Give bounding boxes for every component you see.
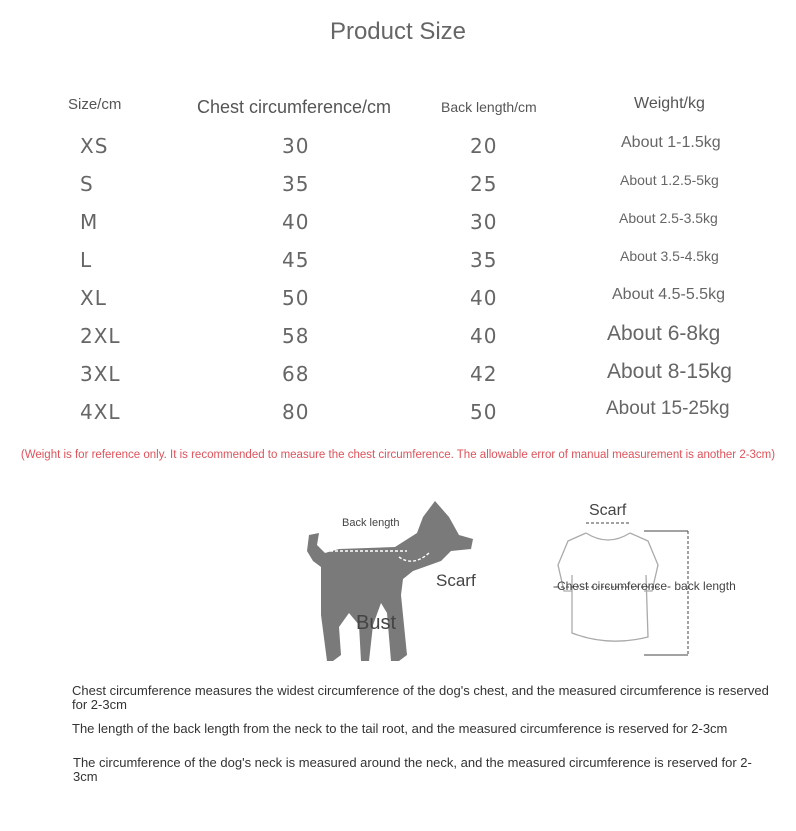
weight-cell: About 1-1.5kg — [621, 134, 721, 151]
back-cell: 42 — [470, 362, 498, 386]
weight-cell: About 8-15kg — [607, 360, 732, 383]
back-cell: 25 — [470, 172, 498, 196]
page-title: Product Size — [329, 18, 467, 45]
reference-note: (Weight is for reference only. It is recommended to measure the chest circumference. The allowable error of manual measurement is another 2-3cm) — [20, 449, 776, 461]
header-back: Back length/cm — [441, 99, 537, 115]
size-cell: 3XL — [80, 362, 121, 386]
chest-cell: 35 — [282, 172, 310, 196]
size-cell: L — [80, 248, 93, 272]
size-cell: 2XL — [80, 324, 121, 348]
weight-cell: About 3.5-4.5kg — [620, 248, 719, 264]
description-neck: The circumference of the dog's neck is measured around the neck, and the measured circumference is reserved for 2-3cm — [73, 755, 752, 784]
size-cell: S — [80, 172, 94, 196]
shirt-diagram — [540, 495, 750, 665]
description-back: The length of the back length from the neck to the tail root, and the measured circumference is reserved for 2-3cm — [72, 721, 728, 736]
dog-diagram — [295, 495, 495, 670]
shirt-scarf-label: Scarf — [589, 502, 627, 519]
description-chest: Chest circumference measures the widest circumference of the dog's chest, and the measured circumference is reserved for 2-3cm — [72, 683, 769, 712]
header-weight: Weight/kg — [634, 95, 705, 112]
bust-label: Bust — [356, 612, 397, 634]
weight-cell: About 15-25kg — [606, 398, 730, 419]
chest-cell: 50 — [282, 286, 310, 310]
back-cell: 50 — [470, 400, 498, 424]
size-cell: XS — [80, 134, 109, 158]
chest-cell: 40 — [282, 210, 310, 234]
size-cell: XL — [80, 286, 107, 310]
chest-cell: 80 — [282, 400, 310, 424]
back-length-label: Back length — [342, 517, 400, 529]
header-size: Size/cm — [68, 96, 122, 113]
dog-scarf-label: Scarf — [436, 571, 476, 590]
back-cell: 40 — [470, 324, 498, 348]
size-cell: 4XL — [80, 400, 121, 424]
weight-cell: About 1.2.5-5kg — [620, 172, 719, 188]
chest-cell: 68 — [282, 362, 310, 386]
chest-cell: 30 — [282, 134, 310, 158]
back-cell: 20 — [470, 134, 498, 158]
weight-cell: About 2.5-3.5kg — [619, 210, 718, 226]
back-cell: 35 — [470, 248, 498, 272]
chest-back-label: -Chest circumference- back length — [553, 579, 736, 593]
back-cell: 40 — [470, 286, 498, 310]
header-chest: Chest circumference/cm — [197, 97, 392, 117]
size-cell: M — [80, 210, 99, 234]
chest-cell: 45 — [282, 248, 310, 272]
chest-cell: 58 — [282, 324, 310, 348]
weight-cell: About 4.5-5.5kg — [612, 286, 725, 303]
weight-cell: About 6-8kg — [607, 322, 721, 345]
back-cell: 30 — [470, 210, 498, 234]
